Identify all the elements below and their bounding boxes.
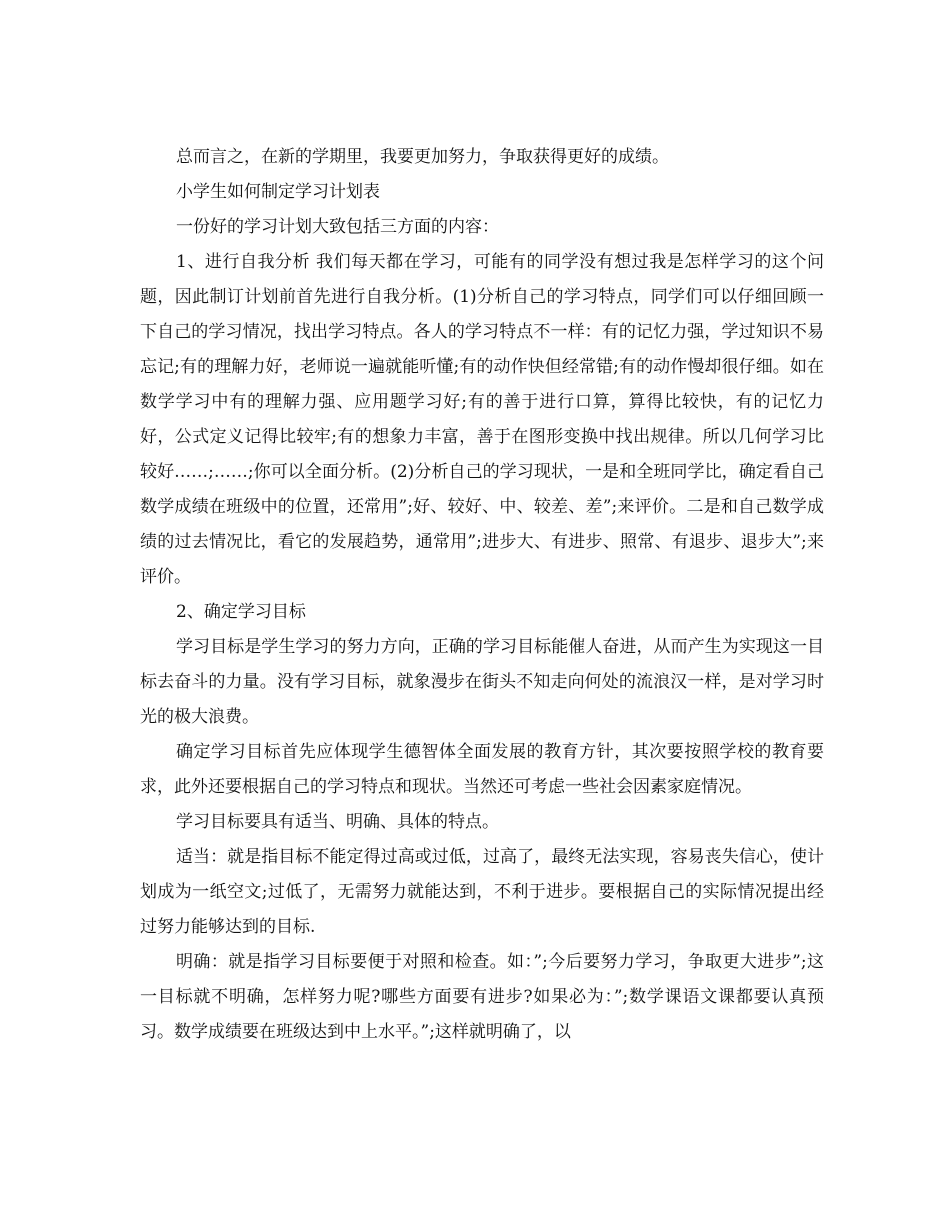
document-body	[140, 140, 824, 1050]
paragraph-appropriate: 适当：就是指目标不能定得过高或过低，过高了，最终无法实现，容易丧失信心，使计划成为一纸空文;过低了，无需努力就能达到，不利于进步。要根据自己的实际情况提出经过努力能够达到的目标.	[140, 847, 824, 937]
paragraph-intro: 一份好的学习计划大致包括三方面的内容：	[176, 217, 499, 237]
paragraph-clear: 明确：就是指学习目标要便于对照和检查。如：”;今后要努力学习，争取更大进步”;这一目标就不明确，怎样努力呢?哪些方面要有进步?如果必为：”;数学课语文课都要认真预习。数学成绩要在班级达到中上水平。”;这样就明确了，以	[140, 952, 824, 1042]
section-heading-goals: 2、确定学习目标	[176, 602, 306, 622]
paragraph-conclusion: 总而言之，在新的学期里，我要更加努力，争取获得更好的成绩。	[176, 147, 669, 167]
section-heading-study-plan: 小学生如何制定学习计划表	[176, 182, 380, 202]
paragraph-self-analysis: 1、进行自我分析 我们每天都在学习，可能有的同学没有想过我是怎样学习的这个问题，因此制订计划前首先进行自我分析。(1)分析自己的学习特点，同学们可以仔细回顾一下自己的学习情况，找出学习特点。各人的学习特点不一样：有的记忆力强，学过知识不易忘记;有的理解力好，老师说一遍就能听懂;有的动作快但经常错;有的动作慢却很仔细。如在数学学习中有的理解力强、应用题学习好;有的善于进行口算，算得比较快，有的记忆力好，公式定义记得比较牢;有的想象力丰富，善于在图形变换中找出规律。所以几何学习比较好……;……;你可以全面分析。(2)分析自己的学习现状，一是和全班同学比，确定看自己数学成绩在班级中的位置，还常用”;好、较好、中、较差、差”;来评价。二是和自己数学成绩的过去情况比，看它的发展趋势，通常用”;进步大、有进步、照常、有退步、退步大”;来评价。	[140, 252, 824, 587]
paragraph-goal-direction: 学习目标是学生学习的努力方向，正确的学习目标能催人奋进，从而产生为实现这一目标去奋斗的力量。没有学习目标，就象漫步在街头不知走向何处的流浪汉一样，是对学习时光的极大浪费。	[140, 637, 824, 727]
paragraph-goal-traits: 学习目标要具有适当、明确、具体的特点。	[176, 812, 499, 832]
paragraph-goal-basis: 确定学习目标首先应体现学生德智体全面发展的教育方针，其次要按照学校的教育要求，此外还要根据自己的学习特点和现状。当然还可考虑一些社会因素家庭情况。	[140, 742, 824, 797]
